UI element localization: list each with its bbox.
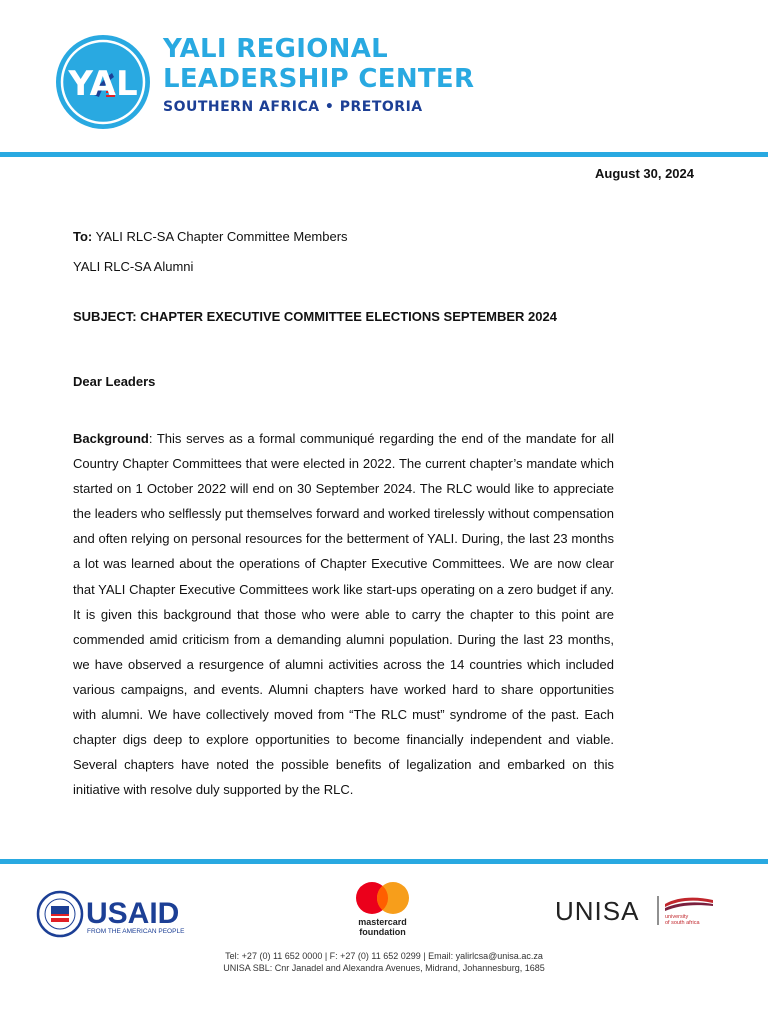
contact-info [0, 950, 768, 974]
usaid-logo [36, 889, 206, 939]
org-location: SOUTHERN AFRICA • PRETORIA [163, 99, 423, 115]
mastercard-line1: mastercard [358, 917, 407, 927]
recipient-committee: YALI RLC-SA Chapter Committee Members [95, 229, 348, 244]
unisa-wordmark: UNISA [555, 896, 640, 926]
unisa-sub1: university [665, 914, 689, 920]
org-name-line1: YALI REGIONAL [163, 34, 389, 64]
unisa-sub2: of south africa [665, 920, 700, 926]
yali-logo [54, 33, 152, 131]
mastercard-line2: foundation [359, 927, 406, 937]
recipients [73, 222, 348, 282]
contact-address: UNISA SBL: Cnr Janadel and Alexandra Avenues, Midrand, Johannesburg, 1685 [223, 963, 545, 973]
recipient-line-1 [73, 222, 348, 252]
unisa-logo [555, 891, 720, 927]
to-label: To: [73, 229, 93, 244]
letter-date: August 30, 2024 [595, 166, 694, 181]
usaid-wordmark: USAID [86, 897, 180, 930]
background-paragraph [73, 426, 614, 802]
recipient-line-2: YALI RLC-SA Alumni [73, 259, 194, 274]
letter-subject: SUBJECT: CHAPTER EXECUTIVE COMMITTEE ELECTIONS SEPTEMBER 2024 [73, 309, 557, 324]
logo-lettering: YAL [68, 64, 138, 104]
usaid-tagline: FROM THE AMERICAN PEOPLE [87, 928, 185, 935]
org-name-line2: LEADERSHIP CENTER [163, 64, 475, 94]
contact-phone-email: Tel: +27 (0) 11 652 0000 | F: +27 (0) 11 652 0299 | Email: yalirlcsa@unisa.ac.za [225, 951, 543, 961]
org-name [163, 34, 474, 116]
letter-greeting: Dear Leaders [73, 374, 156, 389]
header-divider [0, 152, 768, 157]
footer-divider [0, 859, 768, 864]
mastercard-foundation-logo [345, 879, 420, 939]
background-label: Background [73, 431, 149, 446]
background-text: : This serves as a formal communiqué regarding the end of the mandate for all Country Chapter Committees that were elected in 2022. The current chapter’s mandate which started on 1 October 2022 will end on 30 September 2024. The RLC would like to appreciate the leaders who selflessly put themselves forward and worked tirelessly without compensation and often relying on personal resources for the betterment of YALI. During, the last 23 months a lot was learned about the operations of Chapter Executive Committees. We are now clear that YALI Chapter Executive Committees work like start-ups operating on a zero budget if any. It is given this background that those who were able to carry the chapter to this point are commended amid criticism from a demanding alumni population. During the last 23 months, we have observed a resurgence of alumni activities across the 14 countries which included various campaigns, and events. Alumni chapters have worked hard to share opportunities with alumni. We have collectively moved from “The RLC must” syndrome of the past. Each chapter digs deep to explore opportunities to become financially independent and viable. Several chapters have noted the possible benefits of legalization and embarked on this initiative with resolve duly supported by the RLC. [73, 431, 614, 798]
